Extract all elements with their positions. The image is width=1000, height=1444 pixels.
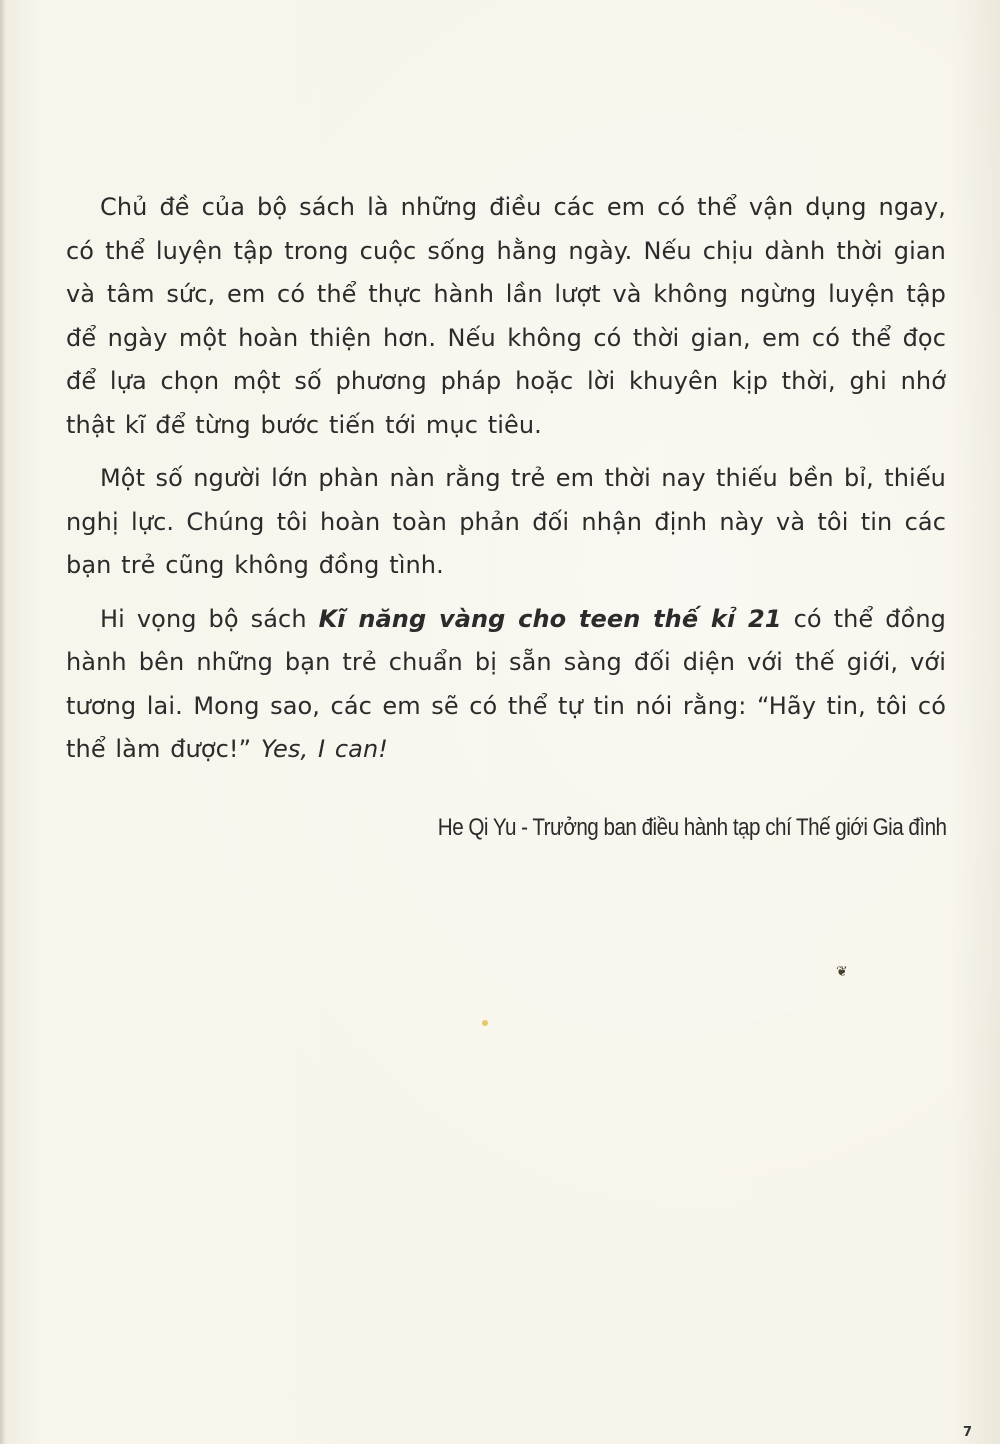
body-text [66,186,946,782]
paragraph-3-body: có thể đồng hành bên những bạn trẻ chuẩn bị sẵn sàng đối diện với thế giới, với tương lai. Mong sao, các em sẽ có thể tự tin nói rằng: “Hãy tin, tôi có thể làm được!” [66,604,947,763]
ornament-icon: ❦ [836,964,848,980]
paragraph-1: Chủ đề của bộ sách là những điều các em có thể vận dụng ngay, có thể luyện tập trong cuộc sống hằng ngày. Nếu chịu dành thời gian và tâm sức, em có thể thực hành lần lượt và không ngừng luyện tập để ngày một hoàn thiện hơn. Nếu không có thời gian, em có thể đọc để lựa chọn một số phương pháp hoặc lời khuyên kịp thời, ghi nhớ thật kĩ để từng bước tiến tới mục tiêu. [66,193,946,439]
paper-speck [482,1020,488,1026]
author-signature: He Qi Yu - Trưởng ban điều hành tạp chí Thế giới Gia đình [437,814,946,841]
paragraph-2: Một số người lớn phàn nàn rằng trẻ em thời nay thiếu bền bỉ, thiếu nghị lực. Chúng tôi hoàn toàn phản đối nhận định này và tôi tin các bạn trẻ cũng không đồng tình. [66,464,946,579]
book-series-title: Kĩ năng vàng cho teen thế kỉ 21 [318,604,782,633]
paragraph-3-intro: Hi vọng bộ sách [100,604,319,633]
page-gutter-shadow [0,0,6,1444]
paragraph-3 [66,598,946,772]
page-number: 7 [962,1425,972,1440]
english-quote: Yes, I can! [260,735,388,763]
